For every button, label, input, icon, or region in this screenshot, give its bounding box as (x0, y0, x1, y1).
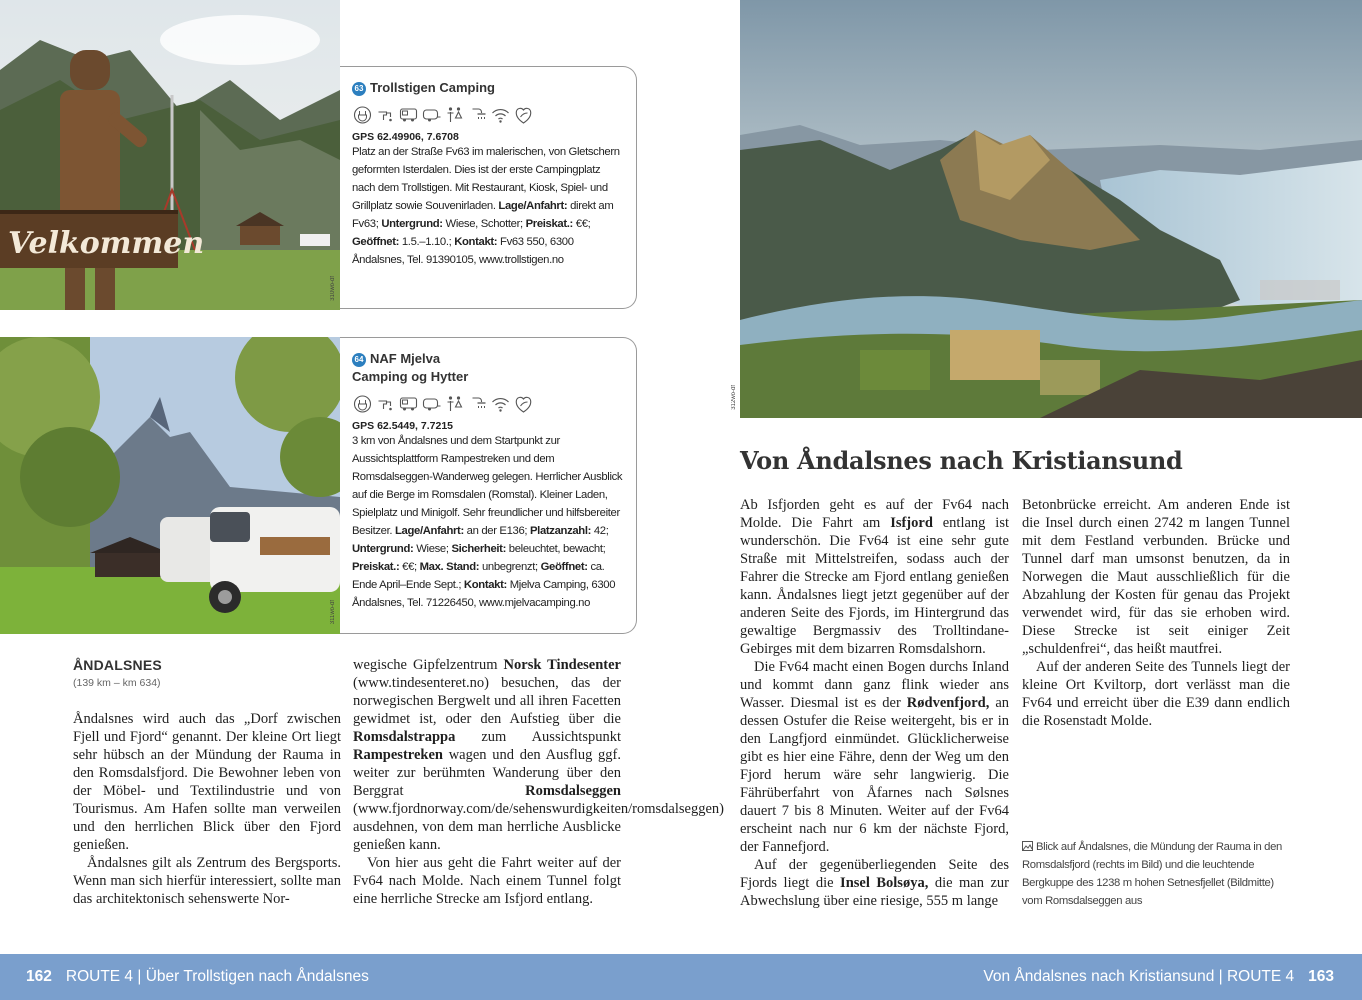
page-number-left: 162 (26, 968, 52, 985)
photo-icon (1022, 841, 1033, 851)
paragraph: Betonbrücke erreicht. Am anderen Ende ist die Insel durch einen 2742 m langen Tunnel mit dem Festland verbunden. Brücke und Tunnel darf man umsonst benutzen, da in Norwegen die Maut ausschließlich für die Abzahlung der Kosten für genau das Projekt verwendet wird, für das sie erhoben wird. Diese Strecke ist seit einiger Zeit „schuldenfrei“, das heißt mautfrei. (1022, 497, 1290, 657)
campsite-box-trollstigen (340, 66, 637, 309)
column-right-2 (1022, 496, 1290, 730)
column-andalsnes (73, 656, 341, 908)
photo-mjelva-camping (0, 337, 340, 634)
section-title: ÅNDALSNES (73, 657, 162, 673)
footer-left (26, 968, 369, 986)
wifi-icon (490, 105, 511, 125)
page-footer (0, 954, 1362, 1000)
photo-credit: 310wo-df (330, 276, 336, 301)
electricity-icon (352, 394, 373, 414)
paragraph: Åndalsnes wird auch das „Dorf zwischen Fjell und Fjord“ genannt. Der kleine Ort liegt sehr hübsch an der Mündung der Rauma in den Romsdalsfjord. Die Bewohner leben von der Möbel- und Textilindustrie und von Tourismus. Am Hafen sollte man verweilen und den herrlichen Blick über den Fjord genießen. (73, 711, 341, 853)
paragraph: Åndalsnes gilt als Zentrum des Bergsports. Wenn man sich hierfür interessiert, sollte man das architektonisch sehenswerte Nor- (73, 855, 341, 907)
gps-coordinates: GPS 62.49906, 7.6708 (352, 131, 459, 143)
paragraph: Von hier aus geht die Fahrt weiter auf der Fv64 nach Molde. Nach einem Tunnel folgt eine herrliche Strecke am Isfjord entlang. (353, 855, 621, 907)
campsite-name-line2: Camping og Hytter (352, 369, 469, 384)
footer-right (983, 968, 1334, 986)
gps-coordinates: GPS 62.5449, 7.7215 (352, 420, 453, 432)
sign-text: Velkommen (8, 226, 205, 261)
running-header-left: ROUTE 4 | Über Trollstigen nach Åndalsnes (65, 968, 369, 985)
paragraph: Ab Isfjorden geht es auf der Fv64 nach Molde. Die Fahrt am Isfjord entlang ist wunderschön. Die Fv64 ist eine sehr gute Straße mit Mittelstreifen, sodass auch der Fahrer die Strecke am Fjord entlang genießen kann. Åndalsnes liegt jetzt gegenüber auf der anderen Seite des Fjords, im Hintergrund das gewaltige Bergmassiv des Trolltindane-Gebirges mit dem bizarren Romsdalshorn. (740, 497, 1009, 657)
campsite-description: Platz an der Straße Fv63 im malerischen, von Gletschern geformten Isterdalen. Dies ist der erste Campingplatz nach dem Trollstigen. Mit Restaurant, Kiosk, Spiel- und Grillplatz sowie Souvenirladen. Lage/Anfahrt: direkt am Fv63; Untergrund: Wiese, Schotter; Preiskat.: €€; Geöffnet: 1.5.–1.10.; Kontakt: Fv63 550, 6300 Åndalsnes, Tel. 91390105, www.trollstigen.no (352, 146, 620, 266)
shower-icon (467, 394, 488, 414)
water-tap-icon (375, 105, 396, 125)
photo-andalsnes-aerial (740, 0, 1362, 418)
amenity-icons (352, 105, 626, 125)
campsite-name: Trollstigen Camping (370, 80, 495, 95)
toilet-icon (444, 105, 465, 125)
section-distance: (139 km – km 634) (73, 677, 161, 689)
page-number-right: 163 (1308, 968, 1334, 985)
paragraph: Die Fv64 macht einen Bogen durchs Inland und kommt dann ganz flink wieder ans Wasser. Diesmal ist es der Rødvenfjord, an dessen Ostufer die Reise weitergeht, bis er in den Langfjord einmündet. Glücklicherweise gibt es hier eine Fähre, denn der Weg um den Fjord herum wäre sehr langwierig. Die Fährüberfahrt von Åfarnes nach Sølsnes dauert 7 bis 8 Minuten. Weiter auf der Fv64 erscheint nach nur 6 km der nächste Fjord, der Fannefjord. (740, 659, 1010, 855)
page-heading: Von Åndalsnes nach Kristiansund (740, 446, 1183, 475)
campsite-name: NAF Mjelva (370, 351, 441, 366)
motorhome-icon (398, 394, 419, 414)
eco-leaf-icon (513, 394, 534, 414)
caravan-icon (421, 105, 442, 125)
electricity-icon (352, 105, 373, 125)
running-header-right: Von Åndalsnes nach Kristiansund | ROUTE 4 (983, 968, 1295, 985)
paragraph: Auf der gegenüberliegenden Seite des Fjords liegt die Insel Bolsøya, die man zur Abwechslung über eine riesige, 555 m lange (740, 857, 1010, 909)
campsite-title (352, 350, 626, 386)
amenity-icons (352, 394, 626, 414)
paragraph: wegische Gipfelzentrum Norsk Tindesenter (www.tindesenteret.no) besuchen, das der norwegischen Bergwelt und all ihren Facetten gewidmet ist, oder den Aufstieg über die Romsdalstrappa zum Aussichtspunkt Rampestreken wagen und den Ausflug ggf. weiter zur berühmten Wanderung über den Berggrat Romsdalseggen (www.fjordnorway.com/de/sehenswurdigkeiten/romsdalseggen) ausdehnen, von dem man herrliche Ausblicke genießen kann. (353, 657, 724, 853)
photo-velkommen-sign (0, 0, 340, 310)
photo-credit: 312wo-df (731, 385, 737, 410)
campsite-number-badge: 63 (352, 82, 366, 96)
caravan-icon (421, 394, 442, 414)
water-tap-icon (375, 394, 396, 414)
campsite-number-badge: 64 (352, 353, 366, 367)
paragraph: Auf der anderen Seite des Tunnels liegt der kleine Ort Kviltorp, dort verlässt man die Fv64 und erreicht über die E39 dann endlich die Rosenstadt Molde. (1022, 659, 1290, 729)
column-middle (353, 656, 724, 908)
eco-leaf-icon (513, 105, 534, 125)
campsite-description: 3 km von Åndalsnes und dem Startpunkt zur Aussichtsplattform Rampestreken und dem Romsdalseggen-Wanderweg gelegen. Herrlicher Ausblick auf die Berge im Romsdalen (Romstal). Kleiner Laden, Spielplatz und Minigolf. Sehr freundlicher und hilfsbereiter Besitzer. Lage/Anfahrt: an der E136; Platzanzahl: 42; Untergrund: Wiese; Sicherheit: beleuchtet, bewacht; Preiskat.: €€; Max. Stand: unbegrenzt; Geöffnet: ca. Ende April–Ende Sept.; Kontakt: Mjelva Camping, 6300 Åndalsnes, Tel. 71226450, www.mjelvacamping.no (352, 435, 623, 609)
shower-icon (467, 105, 488, 125)
wifi-icon (490, 394, 511, 414)
toilet-icon (444, 394, 465, 414)
motorhome-icon (398, 105, 419, 125)
photo-caption: Blick auf Åndalsnes, die Mündung der Rauma in den Romsdalsfjord (rechts im Bild) und die leuchtende Bergkuppe des 1238 m hohen Setnesfjellet (Bildmitte) vom Romsdalseggen aus (1022, 841, 1282, 907)
campsite-title (352, 79, 626, 97)
column-right-1 (740, 496, 1009, 910)
photo-credit: 311wo-df (330, 600, 336, 625)
campsite-box-mjelva (340, 337, 637, 634)
